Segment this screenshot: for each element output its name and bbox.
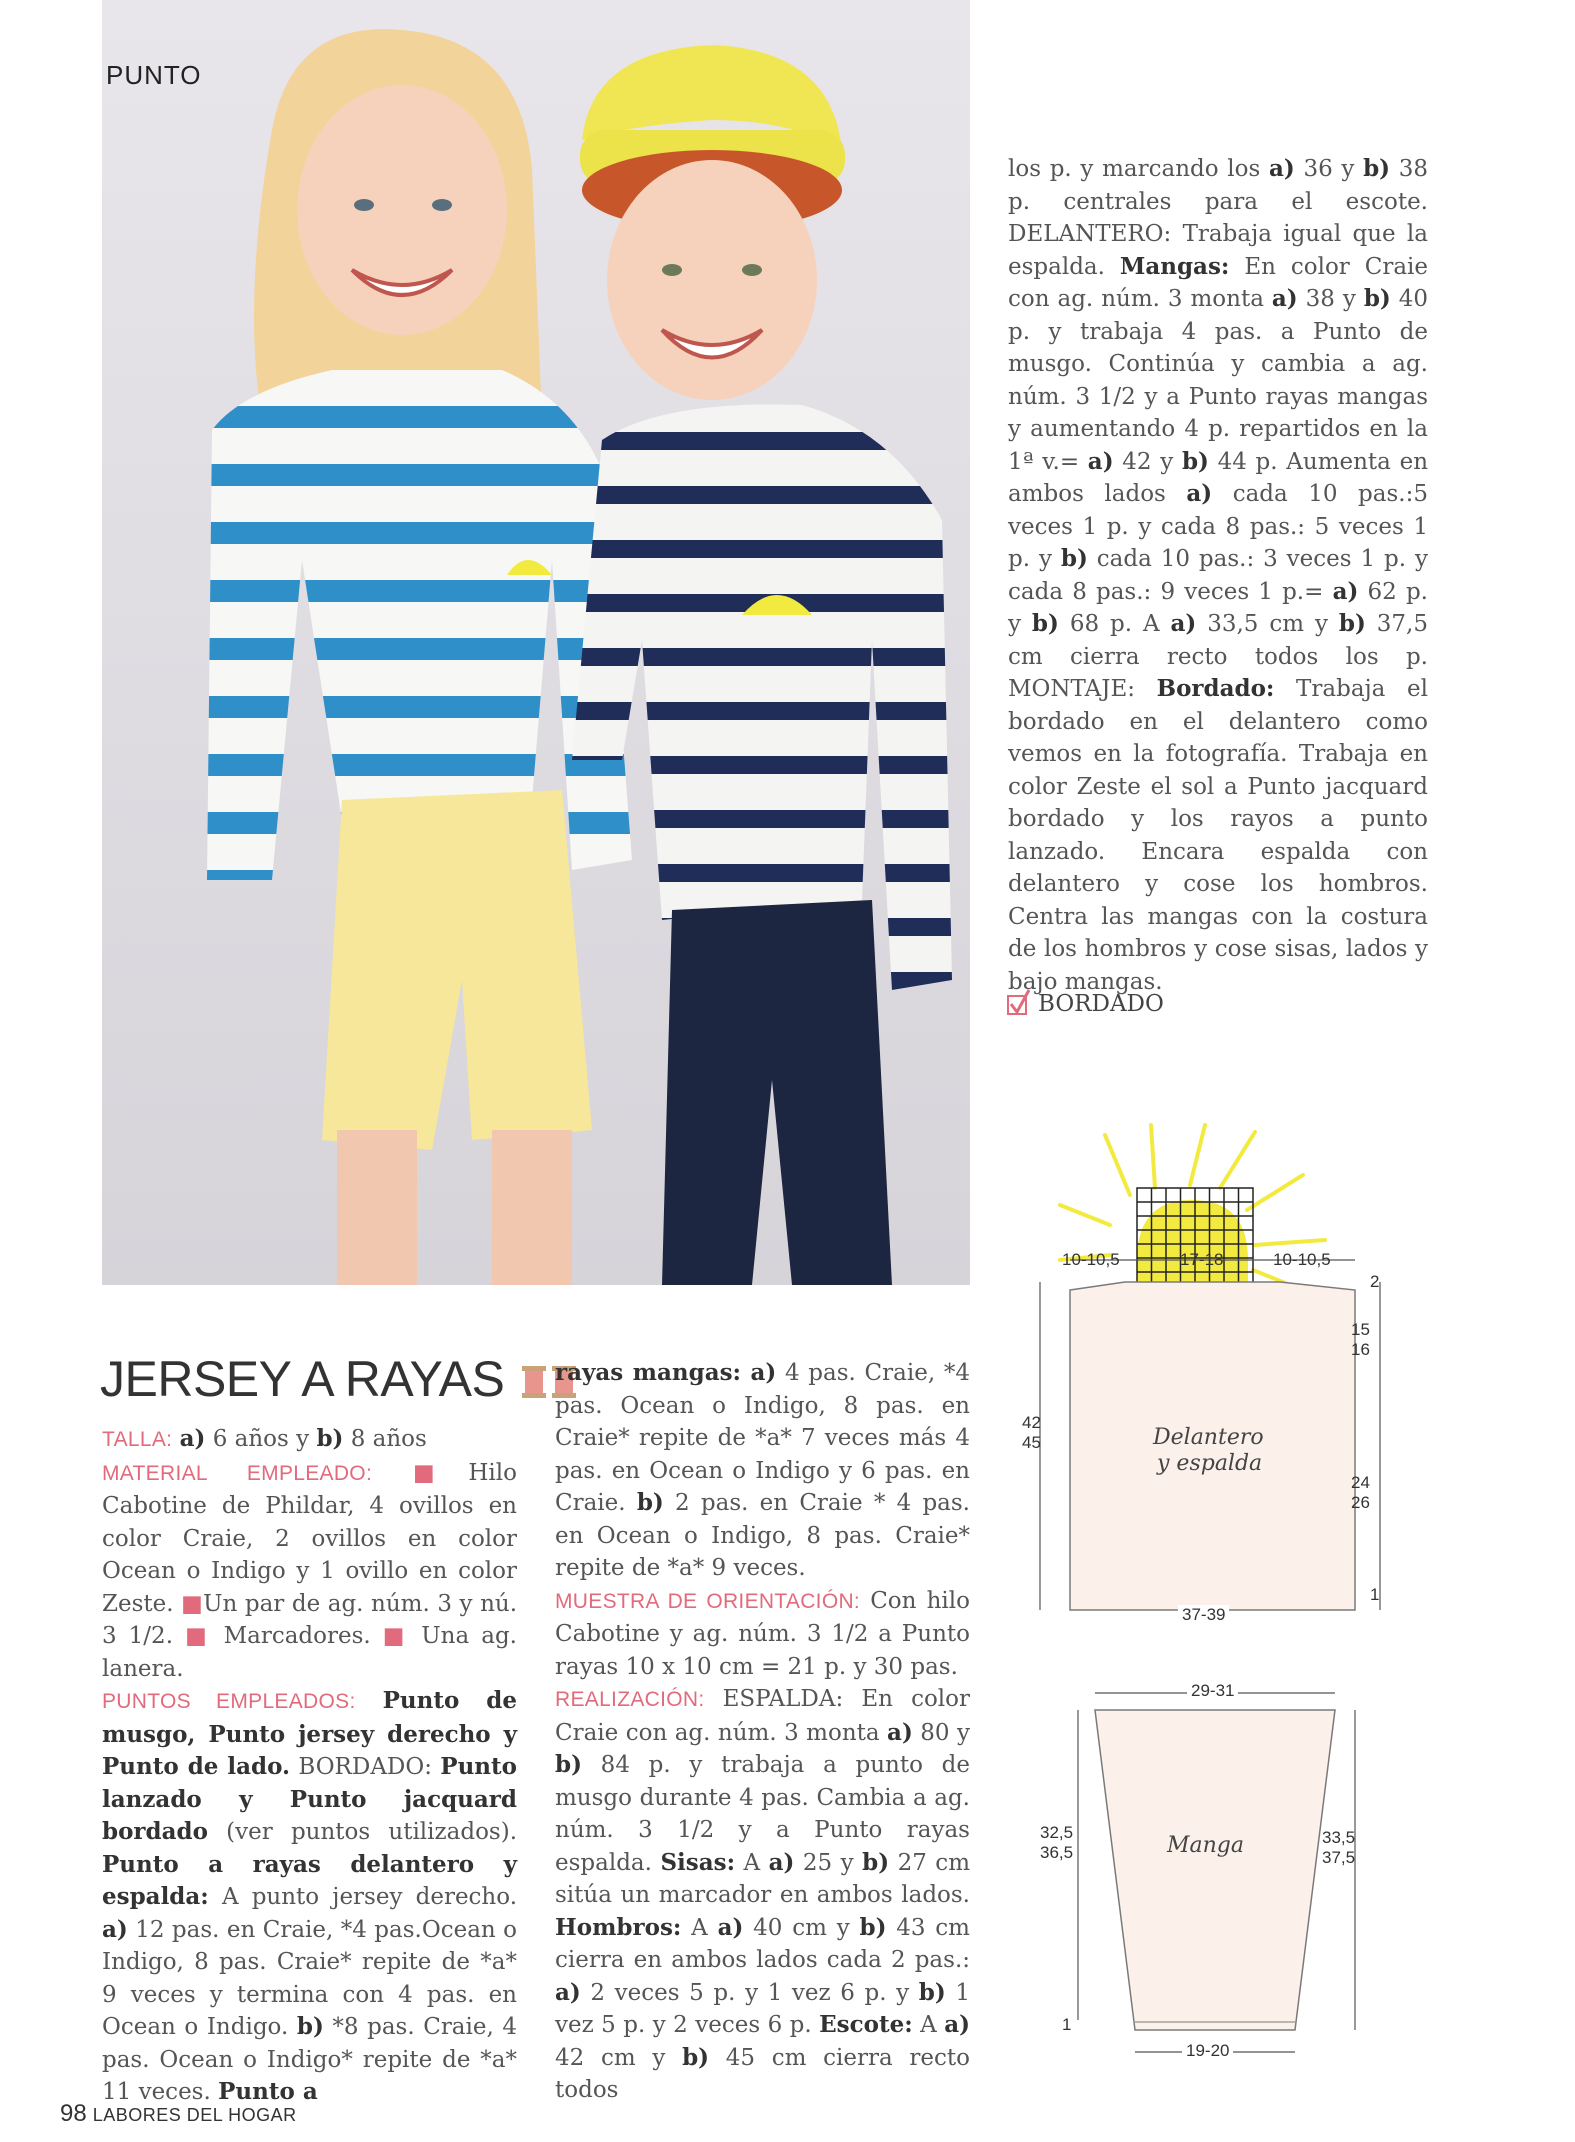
sleeve-label: Manga — [1167, 1833, 1245, 1858]
pattern-title — [100, 1350, 580, 1412]
dim-right-16: 16 — [1351, 1340, 1370, 1359]
instructions-continued: los p. y marcando los a) 36 y b) 38 p. centrales para el escote. DELANTERO: Trabaja igual que la espalda. Mangas: En color Craie con ag. núm. 3 monta a) 38 y b) 40 p. y trabaja 4 pas. a Punto de musgo. Continúa y cambia a ag. núm. 3 1/2 y a Punto rayas mangas y aumentando 4 p. repartidos en la 1ª v.= a) 42 y b) 44 p. Aumenta en ambos lados a) cada 10 pas.:5 veces 1 p. y cada 8 pas.: 5 veces 1 p. y b) cada 10 pas.: 3 veces 1 p. y cada 8 pas.: 9 veces 1 p.= a) 62 p. y b) 68 p. A a) 33,5 cm y b) 37,5 cm cierra recto todos los p. MONTAJE: Bordado: Trabaja el bordado en el delantero como vemos en la fotografía. Trabaja en color Zeste el sol a Punto jacquard bordado y los rayos a punto lanzado. Encara espalda con delantero y cose los hombros. Centra las mangas con la costura de los hombros y cose sisas, lados y bajo mangas. — [1008, 155, 1429, 995]
dim-left-42: 42 — [1022, 1413, 1041, 1432]
dim-top-right: 10-10,5 — [1273, 1250, 1331, 1269]
dim-left-45: 45 — [1022, 1433, 1041, 1452]
page-number: 98 — [60, 2100, 87, 2127]
dim-right-26: 26 — [1351, 1493, 1370, 1512]
sleeve-dim-bottom: 19-20 — [1182, 2041, 1233, 2061]
sleeve-dim-top: 29-31 — [1187, 1681, 1238, 1701]
sleeve-dim-left-a: 32,5 — [1040, 1823, 1074, 1842]
children-illustration — [102, 0, 970, 1285]
piece-label-1: Delantero — [1153, 1425, 1264, 1450]
piece-label-2: y espalda — [1157, 1451, 1263, 1476]
section-label: PUNTO — [106, 60, 202, 90]
hero-photo — [102, 0, 970, 1285]
dim-right-24: 24 — [1351, 1473, 1370, 1492]
dim-right-15: 15 — [1351, 1320, 1370, 1339]
dim-right-2: 2 — [1370, 1272, 1380, 1291]
sleeve-dim-right-b: 37,5 — [1322, 1848, 1356, 1867]
dim-top-left: 10-10,5 — [1062, 1250, 1120, 1269]
sleeve-pattern-diagram — [1040, 1675, 1380, 2075]
instructions-column: rayas mangas: a) 4 pas. Craie, *4 pas. Ocean o Indigo, 8 pas. en Craie* repite de *a* 7 veces más 4 pas. en Ocean o Indigo y 6 pas. en Craie. b) 2 pas. en Craie * 4 pas. en Ocean o Indigo, 8 pas. Craie* repite de *a* 9 veces. MUESTRA DE ORIENTACIÓN: Con hilo Cabotine y ag. núm. 3 1/2 a Punto rayas 10 x 10 cm = 21 p. y 30 pas. REALIZACIÓN: ESPALDA: En color Craie con ag. núm. 3 monta a) 80 y b) 84 p. y trabaja a punto de musgo durante 4 pas. Cambia a ag. núm. 3 1/2 y a Punto rayas espalda. Sisas: A a) 25 y b) 27 cm sitúa un marcador en ambos lados. Hombros: A a) 40 cm y b) 43 cm cierra en ambos lados cada 2 pas.: a) 2 veces 5 p. y 1 vez 6 p. y b) 1 vez 5 p. y 2 veces 6 p. Escote: A a) 42 cm y b) 45 cm cierra recto todos — [555, 1359, 970, 2103]
check-icon — [1005, 988, 1033, 1022]
dim-top-mid: 17-18 — [1180, 1250, 1224, 1269]
title-text: JERSEY A RAYAS — [100, 1351, 505, 1407]
sleeve-dim-right-a: 33,5 — [1322, 1828, 1356, 1847]
sleeve-dim-left-1: 1 — [1062, 2015, 1072, 2034]
bordado-label: BORDADO — [1038, 991, 1164, 1017]
materials-column: TALLA: a) 6 años y b) 8 años MATERIAL EMPLEADO: ■Hilo Cabotine de Phildar, 4 ovillos en color Craie, 2 ovillos en color Ocean o Indigo y 1 ovillo en color Zeste. ■Un par de ag. núm. 3 y nú. 3 1/2. ■ Marcadores. ■ Una ag. lanera. PUNTOS EMPLEADOS: Punto de musgo, Punto jersey derecho y Punto de lado. BORDADO: Punto lanzado y Punto jacquard bordado (ver puntos utilizados). Punto a rayas delantero y espalda: A punto jersey derecho. a) 12 pas. en Craie, *4 pas.Ocean o Indigo, 8 pas. Craie* repite de *a* 9 veces y termina con 4 pas. en Ocean o Indigo. b) *8 pas. Craie, 4 pas. Ocean o Indigo* repite de *a* 11 veces. Punto a — [102, 1425, 518, 2105]
magazine-name: LABORES DEL HOGAR — [92, 2105, 297, 2125]
dim-bottom: 37-39 — [1178, 1605, 1229, 1625]
dim-right-1: 1 — [1370, 1585, 1380, 1604]
body-pattern-diagram — [1020, 1245, 1400, 1625]
page-footer — [60, 2100, 297, 2128]
sleeve-dim-left-b: 36,5 — [1040, 1843, 1074, 1862]
